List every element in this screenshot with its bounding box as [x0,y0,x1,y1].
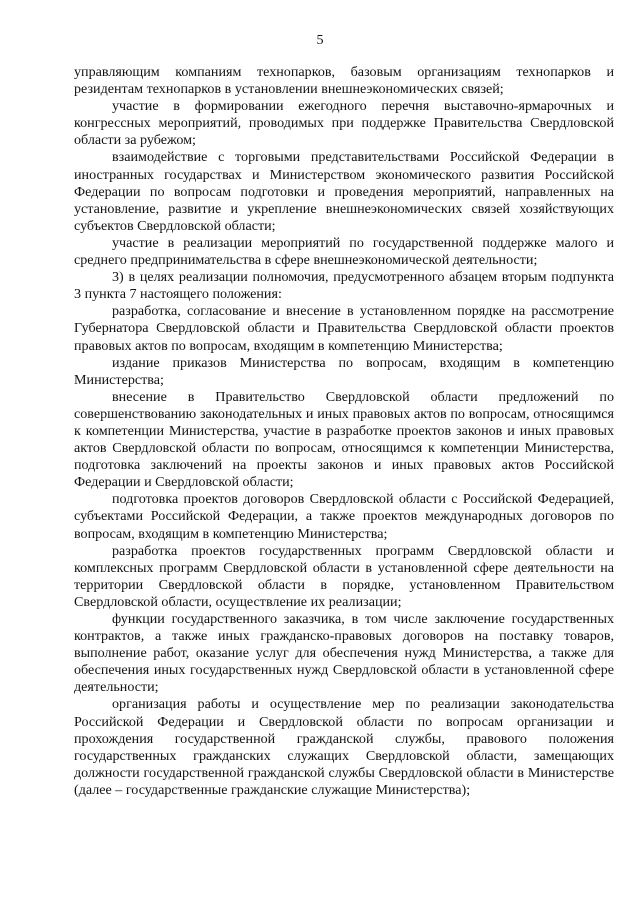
paragraph: разработка проектов государственных программ Свердловской области и комплексных программ Свердловской области в установленной сфере деятельности на территории Свердловской области в порядке, установленном Правительством Свердловской области, осуществление их реализации; [74,542,614,610]
paragraph: организация работы и осуществление мер по реализации законодательства Российской Федерации и Свердловской области по вопросам организации и прохождения государственной гражданской службы, правового положения государственных гражданских служащих Свердловской области, замещающих должности государственной гражданской службы Свердловской области в Министерстве (далее – государственные гражданские служащие Министерства); [74,696,614,798]
paragraph: взаимодействие с торговыми представительствами Российской Федерации в иностранных государствах и Министерством экономического развития Российской Федерации по вопросам подготовки и проведения мероприятий, направленных на установление, развитие и укрепление внешнеэкономических связей хозяйствующих субъектов Свердловской области; [74,149,614,234]
paragraph: издание приказов Министерства по вопросам, входящим в компетенцию Министерства; [74,354,614,388]
paragraph: участие в реализации мероприятий по государственной поддержке малого и среднего предпринимательства в сфере внешнеэкономической деятельности; [74,234,614,269]
paragraph: подготовка проектов договоров Свердловской области с Российской Федерацией, субъектами Российской Федерации, а также проектов международных договоров по вопросам, входящим в компетенцию Министерства; [74,491,614,542]
paragraph: разработка, согласование и внесение в установленном порядке на рассмотрение Губернатора Свердловской области и Правительства Свердловской области проектов правовых актов по вопросам, входящим в компетенцию Министерства; [74,303,614,354]
body-text [74,64,614,799]
paragraph: участие в формировании ежегодного перечня выставочно-ярмарочных и конгрессных мероприятий, проводимых при поддержке Правительства Свердловской области за рубежом; [74,98,614,149]
paragraph: 3) в целях реализации полномочия, предусмотренного абзацем вторым подпункта 3 пункта 7 настоящего положения: [74,269,614,303]
paragraph: управляющим компаниям технопарков, базовым организациям технопарков и резидентам технопарков в установлении внешнеэкономических связей; [74,64,614,98]
paragraph: внесение в Правительство Свердловской области предложений по совершенствованию законодательных и иных правовых актов по вопросам, относящимся к компетенции Министерства, участие в разработке проектов законов и иных правовых актов Свердловской области по вопросам, относящимся к компетенции Министерства, подготовка заключений на проекты законов и иных правовых актов Российской Федерации и Свердловской области; [74,388,614,491]
page-number: 5 [316,33,324,48]
paragraph: функции государственного заказчика, в том числе заключение государственных контрактов, а также иных гражданско-правовых договоров на поставку товаров, выполнение работ, оказание услуг для обеспечения нужд Министерства, а также для обеспечения иных государственных нужд Свердловской области в установленной сфере деятельности; [74,611,614,696]
